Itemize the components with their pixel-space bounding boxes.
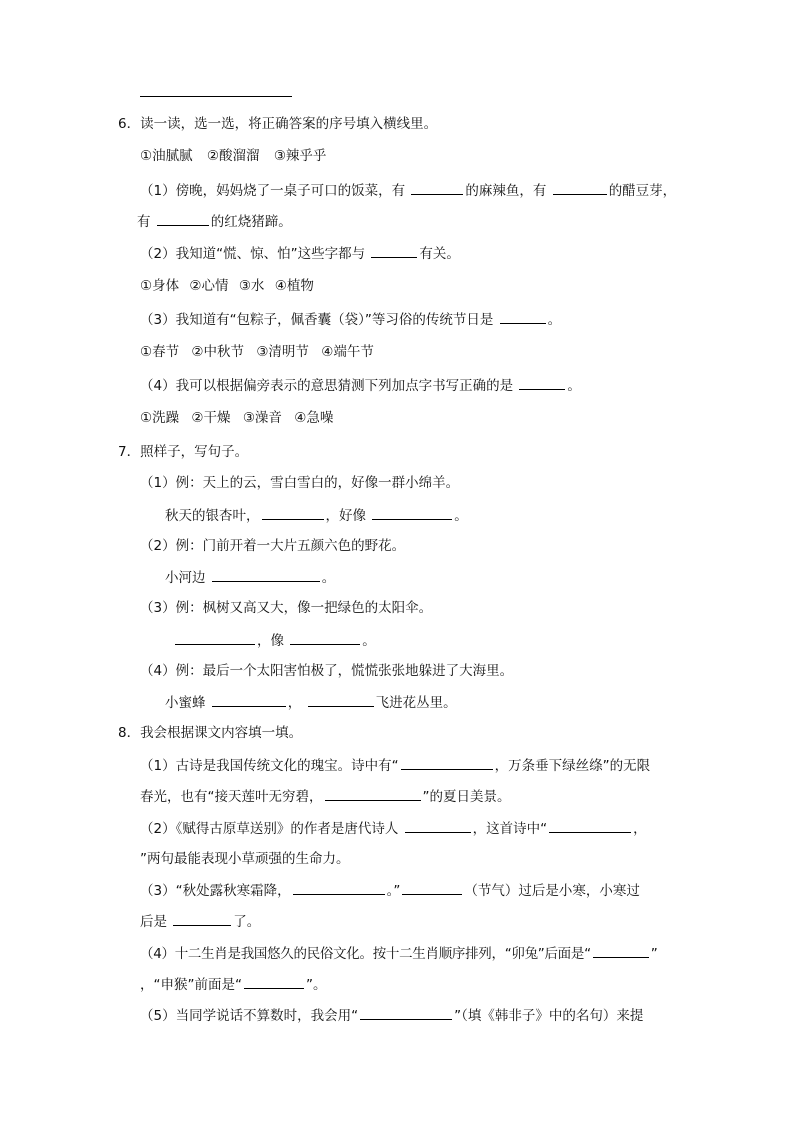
sentence-text: ，这首诗中“	[472, 821, 548, 837]
answer-line	[140, 96, 292, 97]
sentence-text: ，好像	[325, 508, 366, 524]
q7-answer-1	[165, 505, 468, 526]
answer-blank[interactable]	[405, 818, 471, 833]
answer-blank[interactable]	[173, 911, 231, 926]
sentence-text: 秋天的银杏叶，	[165, 508, 260, 524]
option: ③澡音	[242, 410, 282, 426]
sentence-text: 小河边	[165, 570, 206, 586]
q7-example-2: （2）例：门前开着一大片五颜六色的野花。	[140, 538, 406, 554]
q6-s2-options	[140, 276, 314, 296]
option: ②酸溜溜	[206, 148, 260, 164]
q7-answer-3	[173, 630, 376, 651]
option: ②中秋节	[191, 344, 245, 360]
sentence-text: 。	[454, 508, 468, 524]
sentence-text: 后是	[140, 914, 167, 930]
option: ②干燥	[191, 410, 231, 426]
answer-blank[interactable]	[401, 755, 493, 770]
q8-title: 8．我会根据课文内容填一填。	[118, 725, 303, 741]
sentence-text: 小蜜蜂	[165, 695, 206, 711]
q6-s2	[140, 243, 460, 264]
answer-blank[interactable]	[212, 567, 320, 582]
q8-p4-line1	[140, 943, 657, 964]
sentence-text: 春光，也有“接天莲叶无穷碧，	[140, 789, 323, 805]
sentence-text: 。	[321, 570, 336, 586]
option: ①身体	[140, 278, 180, 294]
answer-blank[interactable]	[500, 309, 546, 324]
sentence-text: 了。	[233, 914, 261, 930]
sentence-text: ”。	[305, 977, 327, 993]
sentence-text: 的麻辣鱼，有	[465, 183, 547, 199]
q6-s1-line2	[137, 211, 292, 232]
option: ③清明节	[256, 344, 309, 360]
q8-p4-line2	[140, 974, 326, 995]
answer-blank[interactable]	[157, 211, 209, 226]
sentence-text: ，像	[257, 633, 284, 649]
sentence-text: 有	[137, 214, 151, 230]
q8-p3-line2	[140, 911, 260, 932]
sentence-text: （1）傍晚，妈妈烧了一桌子可口的饭菜，有	[140, 183, 406, 199]
answer-blank[interactable]	[293, 880, 385, 895]
sentence-text: （节气）过后是小寒，小寒过	[464, 883, 640, 899]
q8-p1-line2	[140, 786, 511, 807]
sentence-text: （1）古诗是我国传统文化的瑰宝。诗中有“	[140, 758, 399, 774]
option: ④植物	[274, 278, 314, 294]
q7-example-3: （3）例：枫树又高又大，像一把绿色的太阳伞。	[140, 600, 433, 616]
answer-blank[interactable]	[372, 505, 452, 520]
answer-blank[interactable]	[360, 1005, 452, 1020]
sentence-text: ”的夏日美景。	[422, 789, 511, 805]
q8-p2-line2	[140, 849, 350, 869]
q8-p2-line1	[140, 818, 647, 839]
option: ④端午节	[321, 344, 374, 360]
sentence-text: ”	[650, 946, 658, 962]
answer-blank[interactable]	[411, 180, 463, 195]
q8-p1-line1	[140, 755, 650, 776]
option: ①洗躁	[140, 410, 180, 426]
sentence-text: ，	[633, 821, 647, 837]
sentence-text: 的红烧猪蹄。	[210, 214, 292, 230]
q7-answer-4	[165, 692, 457, 713]
sentence-text: 。”	[386, 883, 401, 899]
sentence-text: （4）我可以根据偏旁表示的意思猜测下列加点字书写正确的是	[140, 378, 514, 394]
q7-example-4: （4）例：最后一个太阳害怕极了，慌慌张张地躲进了大海里。	[140, 663, 514, 679]
q6-title: 6．读一读，选一选，将正确答案的序号填入横线里。	[118, 116, 438, 132]
q7-answer-2	[165, 567, 335, 588]
sentence-text: ，“申猴”前面是“	[140, 977, 242, 993]
q6-s1-line1	[140, 180, 676, 201]
q6-s4-options	[140, 408, 333, 428]
option: ①春节	[140, 344, 180, 360]
sentence-text: （2）《赋得古原草送别》的作者是唐代诗人	[140, 821, 399, 837]
q6-s3-options	[140, 342, 374, 362]
sentence-text: （2）我知道“慌、惊、怕”这些字都与	[140, 246, 366, 262]
answer-blank[interactable]	[593, 943, 649, 958]
answer-blank[interactable]	[371, 243, 417, 258]
answer-blank[interactable]	[175, 630, 255, 645]
sentence-text: ”（填《韩非子》中的名句）来提	[454, 1008, 644, 1024]
answer-blank[interactable]	[402, 880, 462, 895]
sentence-text: 有关。	[419, 246, 460, 262]
option: ③辣乎乎	[273, 148, 327, 164]
q6-s3	[140, 309, 561, 330]
sentence-text: （5）当同学说话不算数时，我会用“	[140, 1008, 359, 1024]
answer-blank[interactable]	[212, 692, 286, 707]
sentence-text: （4）十二生肖是我国悠久的民俗文化。按十二生肖顺序排列，“卯兔”后面是“	[140, 946, 591, 962]
sentence-text: 。	[567, 378, 581, 394]
option: ②心情	[189, 278, 229, 294]
option: ③水	[238, 278, 265, 294]
q6-s4	[140, 375, 581, 396]
answer-blank[interactable]	[519, 375, 565, 390]
answer-blank[interactable]	[244, 974, 304, 989]
q7-example-1: （1）例：天上的云，雪白雪白的，好像一群小绵羊。	[140, 475, 460, 491]
answer-blank[interactable]	[325, 786, 421, 801]
q7-title: 7．照样子，写句子。	[118, 444, 249, 460]
answer-blank[interactable]	[290, 630, 360, 645]
option: ④急噪	[294, 410, 334, 426]
sentence-text: 。	[362, 633, 376, 649]
q8-p5-line1	[140, 1005, 643, 1026]
sentence-text: ”两句最能表现小草顽强的生命力。	[140, 851, 350, 867]
answer-blank[interactable]	[549, 818, 631, 833]
sentence-text: ，万条垂下绿丝绦”的无限	[494, 758, 651, 774]
answer-blank[interactable]	[262, 505, 324, 520]
answer-blank[interactable]	[553, 180, 607, 195]
sentence-text: ，	[287, 695, 302, 711]
sentence-text: 飞进花丛里。	[375, 695, 457, 711]
answer-blank[interactable]	[308, 692, 374, 707]
sentence-text: （3）我知道有“包粽子，佩香囊（袋）”等习俗的传统节日是	[140, 312, 494, 328]
sentence-text: 。	[547, 312, 562, 328]
option: ①油腻腻	[140, 148, 193, 164]
q8-p3-line1	[140, 880, 640, 901]
sentence-text: （3）“秋处露秋寒霜降，	[140, 883, 291, 899]
sentence-text: 的醋豆芽，	[608, 183, 677, 199]
q6-options	[140, 146, 326, 166]
